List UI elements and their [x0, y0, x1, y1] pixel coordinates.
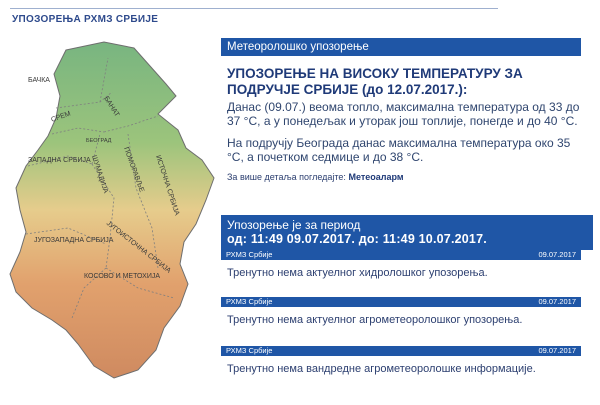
label-srem: СРЕМ [50, 110, 72, 124]
card-header [221, 250, 581, 260]
more-details [221, 172, 581, 182]
agrometeo-warning-card [221, 297, 581, 326]
period-title: Упозорење је за период [227, 218, 361, 232]
card-text: Тренутно нема актуелног хидролошког упозорења. [227, 267, 488, 279]
label-banat: БАНАТ [102, 95, 121, 119]
label-kosovo: КОСОВО И МЕТОХИЈА [84, 273, 161, 280]
card-date: 09.07.2017 [538, 297, 576, 306]
card-date: 09.07.2017 [538, 346, 576, 355]
hydro-warning-card [221, 250, 581, 279]
label-jugozapadna: ЈУГОЗАПАДНА СРБИЈА [34, 237, 114, 244]
warning-period [221, 215, 593, 250]
label-zapadna: ЗАПАДНА СРБИЈА [28, 157, 91, 164]
label-istocna: ИСТОЧНА СРБИЈА [154, 154, 181, 217]
meteoalarm-link[interactable]: Метеоаларм [348, 172, 404, 182]
period-range: од: 11:49 09.07.2017. до: 11:49 10.07.2017. [227, 232, 487, 246]
meteo-warning-panel [221, 38, 581, 182]
agrometeo-info-card [221, 346, 581, 375]
warning-body [221, 98, 581, 164]
serbia-outline [10, 42, 214, 378]
card-date: 09.07.2017 [538, 250, 576, 259]
warning-paragraph-1: Данас (09.07.) веома топло, максимална температура од 33 до 37 °C, а у понедељак и уторак још топлије, понегде и до 40 °C. [227, 100, 580, 128]
more-details-label: За више детаља погледајте: [227, 172, 346, 182]
serbia-region-map[interactable] [8, 38, 222, 390]
label-backa: БАЧКА [28, 77, 50, 84]
card-header [221, 346, 581, 356]
card-source: РХМЗ Србије [226, 250, 273, 259]
label-pomoravlje: ПОМОРАВЉЕ [122, 146, 145, 194]
warning-title: УПОЗОРЕЊЕ НА ВИСОКУ ТЕМПЕРАТУРУ ЗА ПОДРУЧЈЕ СРБИЈЕ (до 12.07.2017.): [227, 66, 523, 97]
card-text: Тренутно нема актуелног агрометеоролошког упозорења. [227, 314, 523, 326]
top-divider [10, 8, 498, 9]
label-jugoistocna: ЈУГОИСТОЧНА СРБИЈА [104, 220, 172, 275]
card-source: РХМЗ Србије [226, 346, 273, 355]
label-beograd: БЕОГРАД [86, 138, 112, 144]
card-text: Тренутно нема вандредне агрометеоролошке информације. [227, 363, 536, 375]
card-source: РХМЗ Србије [226, 297, 273, 306]
label-sumadija: ШУМАДИЈА [90, 154, 109, 195]
page-title: УПОЗОРЕЊА РХМЗ СРБИЈЕ [12, 14, 159, 25]
warning-paragraph-2: На подручју Београда данас максимална температура око 35 °C, а почетком седмице и до 38 °C. [227, 136, 571, 164]
card-header [221, 297, 581, 307]
meteo-warning-header: Метеоролошко упозорење [221, 38, 581, 56]
